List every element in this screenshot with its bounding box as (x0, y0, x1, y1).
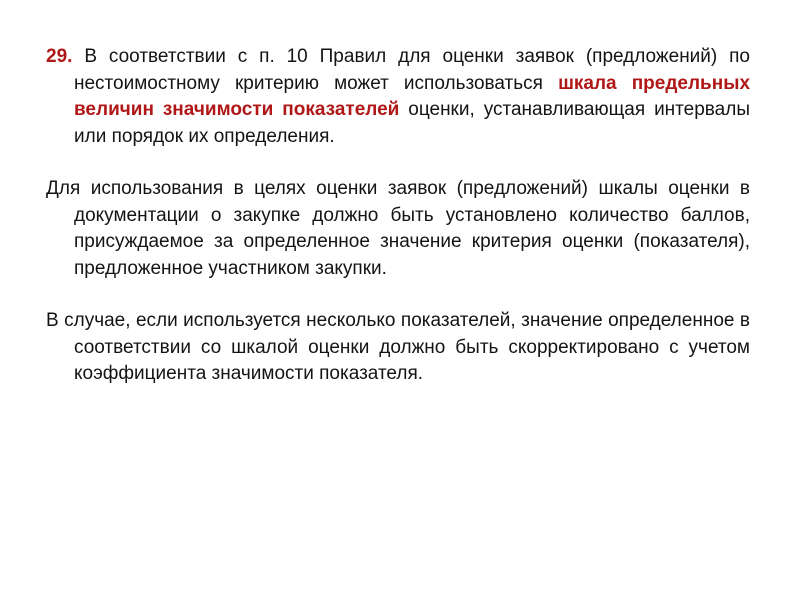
paragraph-number: 29. (46, 46, 73, 67)
slide-content (46, 44, 750, 388)
paragraph-text-before: В соответствии с п. 10 Правил для оценки заявок (предложений) по нестоимостному критерию может использоваться (72, 46, 750, 94)
paragraph-scale-usage: Для использования в целях оценки заявок (предложений) шкалы оценки в документации о закупке должно быть установлено количество баллов, присуждаемое за определенное значение критерия оценки (показателя), предложенное участником закупки. (46, 178, 750, 279)
paragraph-multiple-indicators: В случае, если используется несколько показателей, значение определенное в соответствии со шкалой оценки должно быть скорректировано с учетом коэффициента значимости показателя. (46, 310, 750, 384)
highlighted-term: шкала предельных величин значимости показателей (74, 72, 751, 120)
paragraph-29 (46, 44, 750, 150)
paragraph-text-after: оценки, устанавливающая интервалы или порядок их определения. (74, 99, 750, 147)
